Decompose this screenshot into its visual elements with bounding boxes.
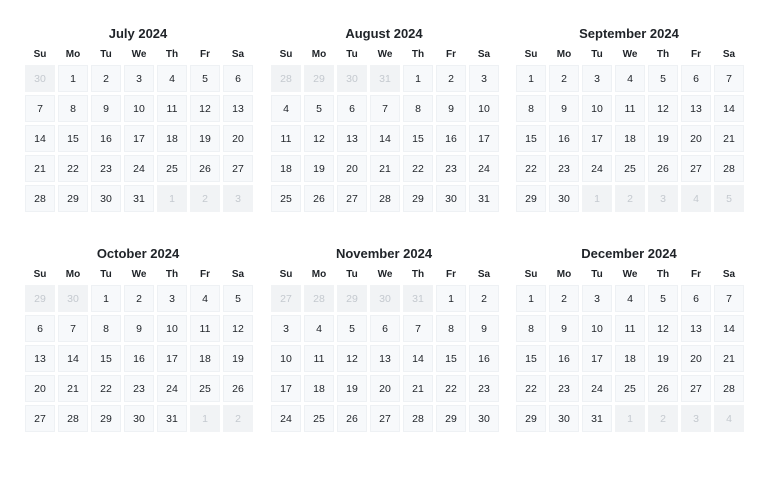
day-cell[interactable]: 29: [436, 405, 466, 432]
day-cell-outside-month: 29: [337, 285, 367, 312]
day-cell[interactable]: 18: [190, 345, 220, 372]
day-cell[interactable]: 5: [337, 315, 367, 342]
day-cell[interactable]: 8: [436, 315, 466, 342]
day-cell-outside-month: 3: [223, 185, 253, 212]
day-grid: [25, 65, 251, 212]
day-cell[interactable]: 22: [516, 155, 546, 182]
weekday-label: Th: [656, 269, 670, 280]
day-cell[interactable]: 15: [516, 125, 546, 152]
day-cell[interactable]: 13: [223, 95, 253, 122]
day-cell[interactable]: 8: [91, 315, 121, 342]
day-cell[interactable]: 3: [469, 65, 499, 92]
calendar-month: [25, 25, 251, 212]
day-cell[interactable]: 11: [190, 315, 220, 342]
day-cell[interactable]: 1: [403, 65, 433, 92]
weekday-label: We: [131, 269, 147, 280]
day-cell[interactable]: 9: [549, 315, 579, 342]
day-cell[interactable]: 18: [615, 125, 645, 152]
weekday-header: [271, 48, 497, 62]
day-cell[interactable]: 4: [157, 65, 187, 92]
month-title: November 2024: [335, 246, 433, 261]
day-cell[interactable]: 22: [436, 375, 466, 402]
day-cell[interactable]: 29: [403, 185, 433, 212]
day-cell[interactable]: 1: [516, 285, 546, 312]
calendar-month: [271, 25, 497, 212]
day-cell[interactable]: 4: [304, 315, 334, 342]
weekday-label: Fr: [200, 49, 210, 60]
day-cell[interactable]: 5: [190, 65, 220, 92]
day-cell[interactable]: 28: [714, 375, 744, 402]
weekday-label: Sa: [231, 49, 245, 60]
weekday-label: Su: [524, 269, 538, 280]
calendar-month: [516, 25, 742, 212]
day-cell[interactable]: 28: [714, 155, 744, 182]
weekday-label: Su: [33, 269, 47, 280]
weekday-header: [271, 268, 497, 282]
weekday-label: Th: [165, 269, 179, 280]
weekday-label: Su: [279, 49, 293, 60]
day-cell[interactable]: 30: [469, 405, 499, 432]
day-cell-outside-month: 4: [714, 405, 744, 432]
day-cell[interactable]: 5: [648, 285, 678, 312]
day-cell[interactable]: 5: [223, 285, 253, 312]
weekday-label: Sa: [722, 49, 736, 60]
day-cell[interactable]: 25: [271, 185, 301, 212]
day-cell[interactable]: 5: [304, 95, 334, 122]
day-cell[interactable]: 5: [648, 65, 678, 92]
day-cell[interactable]: 17: [469, 125, 499, 152]
day-cell[interactable]: 3: [582, 285, 612, 312]
day-cell[interactable]: 13: [337, 125, 367, 152]
day-cell[interactable]: 7: [58, 315, 88, 342]
day-cell-outside-month: 30: [337, 65, 367, 92]
weekday-label: Th: [656, 49, 670, 60]
day-cell[interactable]: 29: [91, 405, 121, 432]
day-cell[interactable]: 21: [58, 375, 88, 402]
day-cell[interactable]: 20: [370, 375, 400, 402]
day-cell[interactable]: 3: [271, 315, 301, 342]
day-cell[interactable]: 27: [223, 155, 253, 182]
weekday-label: We: [377, 269, 393, 280]
day-cell[interactable]: 10: [469, 95, 499, 122]
day-cell[interactable]: 4: [615, 65, 645, 92]
day-cell-outside-month: 1: [157, 185, 187, 212]
day-cell[interactable]: 30: [124, 405, 154, 432]
day-cell[interactable]: 2: [549, 65, 579, 92]
day-cell[interactable]: 21: [714, 345, 744, 372]
month-title: July 2024: [108, 26, 168, 41]
weekday-label: Tu: [100, 49, 112, 60]
day-cell[interactable]: 23: [549, 155, 579, 182]
weekday-label: Mo: [311, 269, 327, 280]
month-title: August 2024: [345, 26, 423, 41]
calendar-month: [25, 245, 251, 432]
day-cell[interactable]: 21: [370, 155, 400, 182]
day-cell-outside-month: 1: [615, 405, 645, 432]
day-cell[interactable]: 19: [648, 125, 678, 152]
day-cell[interactable]: 16: [436, 125, 466, 152]
day-cell-outside-month: 28: [304, 285, 334, 312]
day-cell[interactable]: 12: [304, 125, 334, 152]
day-cell[interactable]: 24: [582, 155, 612, 182]
weekday-label: Fr: [446, 269, 456, 280]
calendar-month: [271, 245, 497, 432]
day-cell[interactable]: 8: [403, 95, 433, 122]
day-cell[interactable]: 14: [370, 125, 400, 152]
day-cell-outside-month: 4: [681, 185, 711, 212]
day-cell[interactable]: 16: [124, 345, 154, 372]
day-cell[interactable]: 24: [124, 155, 154, 182]
day-cell[interactable]: 11: [304, 345, 334, 372]
day-cell[interactable]: 4: [190, 285, 220, 312]
day-cell-outside-month: 3: [648, 185, 678, 212]
day-cell[interactable]: 29: [58, 185, 88, 212]
weekday-label: Mo: [556, 269, 572, 280]
weekday-label: Su: [524, 49, 538, 60]
weekday-header: [25, 48, 251, 62]
day-cell[interactable]: 19: [190, 125, 220, 152]
day-cell[interactable]: 18: [304, 375, 334, 402]
weekday-label: Tu: [346, 49, 358, 60]
day-cell[interactable]: 15: [403, 125, 433, 152]
day-cell[interactable]: 2: [91, 65, 121, 92]
weekday-label: Fr: [691, 269, 701, 280]
day-cell[interactable]: 6: [25, 315, 55, 342]
day-cell-outside-month: 2: [648, 405, 678, 432]
day-cell[interactable]: 19: [337, 375, 367, 402]
day-cell[interactable]: 3: [582, 65, 612, 92]
weekday-label: Th: [411, 269, 425, 280]
day-cell-outside-month: 29: [304, 65, 334, 92]
day-cell[interactable]: 28: [403, 405, 433, 432]
day-cell-outside-month: 5: [714, 185, 744, 212]
day-cell-outside-month: 28: [271, 65, 301, 92]
day-grid: [516, 65, 742, 212]
day-cell[interactable]: 7: [370, 95, 400, 122]
day-cell[interactable]: 14: [25, 125, 55, 152]
day-cell[interactable]: 10: [271, 345, 301, 372]
day-cell[interactable]: 23: [436, 155, 466, 182]
day-cell[interactable]: 14: [58, 345, 88, 372]
day-cell[interactable]: 1: [91, 285, 121, 312]
weekday-label: Fr: [200, 269, 210, 280]
day-cell[interactable]: 6: [337, 95, 367, 122]
weekday-header: [516, 268, 742, 282]
day-cell[interactable]: 11: [271, 125, 301, 152]
day-cell[interactable]: 10: [582, 315, 612, 342]
weekday-label: Tu: [100, 269, 112, 280]
day-cell[interactable]: 4: [271, 95, 301, 122]
day-cell[interactable]: 7: [714, 285, 744, 312]
day-cell[interactable]: 26: [223, 375, 253, 402]
weekday-label: Mo: [311, 49, 327, 60]
day-cell[interactable]: 13: [25, 345, 55, 372]
day-cell[interactable]: 10: [124, 95, 154, 122]
day-cell[interactable]: 30: [91, 185, 121, 212]
day-cell[interactable]: 9: [124, 315, 154, 342]
day-cell-outside-month: 2: [615, 185, 645, 212]
day-cell[interactable]: 30: [549, 405, 579, 432]
day-cell[interactable]: 31: [157, 405, 187, 432]
day-cell[interactable]: 2: [436, 65, 466, 92]
day-cell[interactable]: 25: [615, 155, 645, 182]
day-cell[interactable]: 27: [681, 375, 711, 402]
day-cell[interactable]: 28: [370, 185, 400, 212]
day-cell[interactable]: 20: [681, 345, 711, 372]
day-cell[interactable]: 6: [223, 65, 253, 92]
day-cell[interactable]: 8: [58, 95, 88, 122]
weekday-label: Sa: [231, 269, 245, 280]
weekday-label: Su: [33, 49, 47, 60]
day-cell-outside-month: 31: [370, 65, 400, 92]
day-cell[interactable]: 15: [58, 125, 88, 152]
calendar-month: [516, 245, 742, 432]
weekday-label: Sa: [477, 49, 491, 60]
weekday-label: Sa: [477, 269, 491, 280]
day-cell[interactable]: 1: [516, 65, 546, 92]
day-cell[interactable]: 21: [403, 375, 433, 402]
day-cell[interactable]: 18: [271, 155, 301, 182]
day-cell-outside-month: 30: [58, 285, 88, 312]
day-cell[interactable]: 26: [304, 185, 334, 212]
day-cell[interactable]: 17: [124, 125, 154, 152]
day-cell[interactable]: 4: [615, 285, 645, 312]
day-cell[interactable]: 22: [403, 155, 433, 182]
day-cell[interactable]: 26: [648, 155, 678, 182]
day-cell[interactable]: 14: [714, 95, 744, 122]
weekday-label: Su: [279, 269, 293, 280]
day-cell[interactable]: 31: [124, 185, 154, 212]
day-cell[interactable]: 9: [469, 315, 499, 342]
month-title: December 2024: [581, 246, 677, 261]
day-cell[interactable]: 12: [648, 315, 678, 342]
day-cell[interactable]: 7: [714, 65, 744, 92]
weekday-label: Th: [411, 49, 425, 60]
weekday-label: We: [377, 49, 393, 60]
weekday-label: Sa: [722, 269, 736, 280]
day-cell[interactable]: 26: [190, 155, 220, 182]
weekday-label: Fr: [691, 49, 701, 60]
day-cell[interactable]: 23: [549, 375, 579, 402]
day-cell[interactable]: 29: [516, 185, 546, 212]
day-cell[interactable]: 8: [516, 95, 546, 122]
weekday-label: We: [131, 49, 147, 60]
day-cell[interactable]: 12: [223, 315, 253, 342]
weekday-header: [516, 48, 742, 62]
day-cell[interactable]: 13: [370, 345, 400, 372]
day-cell[interactable]: 16: [549, 125, 579, 152]
day-cell-outside-month: 1: [190, 405, 220, 432]
weekday-label: Th: [165, 49, 179, 60]
weekday-label: Tu: [591, 269, 603, 280]
day-cell[interactable]: 7: [403, 315, 433, 342]
day-cell[interactable]: 21: [25, 155, 55, 182]
day-cell[interactable]: 22: [58, 155, 88, 182]
day-grid: [516, 285, 742, 432]
day-cell[interactable]: 15: [516, 345, 546, 372]
day-cell[interactable]: 11: [615, 95, 645, 122]
day-cell[interactable]: 10: [157, 315, 187, 342]
day-cell[interactable]: 2: [124, 285, 154, 312]
day-cell[interactable]: 6: [370, 315, 400, 342]
day-grid: [271, 65, 497, 212]
day-cell[interactable]: 30: [549, 185, 579, 212]
day-cell[interactable]: 9: [436, 95, 466, 122]
day-cell[interactable]: 16: [469, 345, 499, 372]
day-cell-outside-month: 2: [190, 185, 220, 212]
day-cell[interactable]: 11: [157, 95, 187, 122]
day-cell[interactable]: 24: [582, 375, 612, 402]
day-cell[interactable]: 1: [436, 285, 466, 312]
day-cell[interactable]: 6: [681, 65, 711, 92]
day-cell[interactable]: 2: [549, 285, 579, 312]
day-cell[interactable]: 14: [403, 345, 433, 372]
day-cell[interactable]: 25: [304, 405, 334, 432]
day-cell[interactable]: 23: [124, 375, 154, 402]
day-cell[interactable]: 27: [25, 405, 55, 432]
day-cell[interactable]: 29: [516, 405, 546, 432]
day-cell[interactable]: 27: [370, 405, 400, 432]
day-cell-outside-month: 1: [582, 185, 612, 212]
day-grid: [25, 285, 251, 432]
day-cell-outside-month: 29: [25, 285, 55, 312]
weekday-label: Tu: [346, 269, 358, 280]
day-cell[interactable]: 3: [157, 285, 187, 312]
day-cell[interactable]: 24: [271, 405, 301, 432]
day-cell[interactable]: 8: [516, 315, 546, 342]
day-cell[interactable]: 31: [469, 185, 499, 212]
day-cell[interactable]: 12: [648, 95, 678, 122]
day-cell[interactable]: 14: [714, 315, 744, 342]
day-cell[interactable]: 9: [549, 95, 579, 122]
day-cell[interactable]: 27: [681, 155, 711, 182]
weekday-header: [25, 268, 251, 282]
day-cell[interactable]: 21: [714, 125, 744, 152]
day-cell[interactable]: 28: [58, 405, 88, 432]
day-cell[interactable]: 6: [681, 285, 711, 312]
day-cell[interactable]: 17: [582, 125, 612, 152]
day-cell[interactable]: 19: [304, 155, 334, 182]
day-cell[interactable]: 26: [648, 375, 678, 402]
day-cell[interactable]: 24: [157, 375, 187, 402]
day-cell[interactable]: 25: [615, 375, 645, 402]
day-cell[interactable]: 20: [223, 125, 253, 152]
weekday-label: Mo: [556, 49, 572, 60]
day-cell[interactable]: 20: [25, 375, 55, 402]
day-cell[interactable]: 26: [337, 405, 367, 432]
day-cell[interactable]: 17: [271, 375, 301, 402]
weekday-label: We: [622, 269, 638, 280]
day-cell[interactable]: 24: [469, 155, 499, 182]
day-cell[interactable]: 17: [582, 345, 612, 372]
day-cell-outside-month: 30: [370, 285, 400, 312]
day-cell[interactable]: 15: [91, 345, 121, 372]
day-cell-outside-month: 3: [681, 405, 711, 432]
month-title: October 2024: [96, 246, 180, 261]
day-cell[interactable]: 31: [582, 405, 612, 432]
day-cell[interactable]: 12: [337, 345, 367, 372]
day-cell[interactable]: 18: [157, 125, 187, 152]
day-cell[interactable]: 19: [648, 345, 678, 372]
day-cell[interactable]: 23: [469, 375, 499, 402]
weekday-label: Fr: [446, 49, 456, 60]
day-cell[interactable]: 25: [190, 375, 220, 402]
day-cell[interactable]: 13: [681, 95, 711, 122]
month-title: September 2024: [579, 26, 679, 41]
day-cell[interactable]: 20: [681, 125, 711, 152]
day-cell[interactable]: 1: [58, 65, 88, 92]
day-cell[interactable]: 13: [681, 315, 711, 342]
day-cell[interactable]: 19: [223, 345, 253, 372]
day-cell[interactable]: 25: [157, 155, 187, 182]
day-cell-outside-month: 27: [271, 285, 301, 312]
day-cell[interactable]: 3: [124, 65, 154, 92]
weekday-label: We: [622, 49, 638, 60]
day-cell[interactable]: 7: [25, 95, 55, 122]
day-cell[interactable]: 30: [436, 185, 466, 212]
day-cell[interactable]: 17: [157, 345, 187, 372]
day-grid: [271, 285, 497, 432]
weekday-label: Tu: [591, 49, 603, 60]
day-cell[interactable]: 20: [337, 155, 367, 182]
day-cell[interactable]: 12: [190, 95, 220, 122]
day-cell[interactable]: 16: [91, 125, 121, 152]
day-cell[interactable]: 2: [469, 285, 499, 312]
day-cell[interactable]: 16: [549, 345, 579, 372]
day-cell[interactable]: 23: [91, 155, 121, 182]
day-cell[interactable]: 15: [436, 345, 466, 372]
day-cell[interactable]: 22: [91, 375, 121, 402]
day-cell[interactable]: 27: [337, 185, 367, 212]
day-cell[interactable]: 18: [615, 345, 645, 372]
day-cell-outside-month: 2: [223, 405, 253, 432]
day-cell[interactable]: 10: [582, 95, 612, 122]
day-cell[interactable]: 11: [615, 315, 645, 342]
day-cell-outside-month: 31: [403, 285, 433, 312]
weekday-label: Mo: [65, 49, 81, 60]
weekday-label: Mo: [65, 269, 81, 280]
day-cell[interactable]: 28: [25, 185, 55, 212]
day-cell[interactable]: 9: [91, 95, 121, 122]
day-cell-outside-month: 30: [25, 65, 55, 92]
day-cell[interactable]: 22: [516, 375, 546, 402]
